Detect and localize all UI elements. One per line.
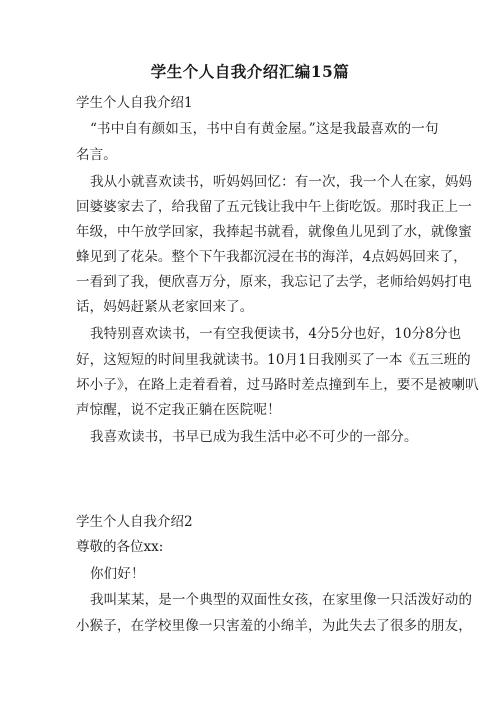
paragraph-line: 一看到了我，便欣喜万分，原来，我忘记了去学，老师给妈妈打电 [76, 274, 472, 290]
paragraph-line: 声惊醒，说不定我正躺在医院呢！ [76, 402, 281, 418]
paragraph-line: 年级，中午放学回家，我捧起书就看，就像鱼儿见到了水，就像蜜 [76, 224, 472, 240]
paragraph-line: “书中自有颜如玉，书中自有黄金屋。”这是我最喜欢的一句 [90, 121, 439, 137]
section-heading-1: 学生个人自我介绍1 [76, 95, 193, 111]
paragraph-line: 你们好！ [90, 566, 145, 582]
paragraph-line: 回婆婆家去了，给我留了五元钱让我中午上街吃饭。那时我正上一 [76, 199, 472, 215]
paragraph-line: 蜂见到了花朵。整个下午我都沉浸在书的海洋，4点妈妈回来了， [76, 249, 467, 265]
paragraph-line: 我特别喜欢读书，一有空我便读书，4分5分也好，10分8分也 [90, 326, 462, 342]
section-heading-2: 学生个人自我介绍2 [76, 514, 193, 530]
paragraph-line: 坏小子》，在路上走着看着，过马路时差点撞到车上，要不是被喇叭 [76, 377, 479, 393]
paragraph-line: 名言。 [76, 147, 117, 163]
paragraph-line: 我喜欢读书，书早已成为我生活中必不可少的一部分。 [90, 429, 418, 445]
paragraph-line: 话，妈妈赶紧从老家回来了。 [76, 299, 254, 315]
paragraph-line: 我叫某某，是一个典型的双面性女孩，在家里像一只活泼好动的 [90, 592, 473, 608]
document-title: 学生个人自我介绍汇编15篇 [150, 62, 350, 81]
paragraph-line: 好，这短短的时间里我就读书。10月1日我刚买了一本《五三班的 [76, 352, 471, 368]
paragraph-line: 小猴子，在学校里像一只害羞的小绵羊，为此失去了很多的朋友， [76, 618, 472, 634]
greeting-line: 尊敬的各位xx: [76, 539, 164, 555]
paragraph-line: 我从小就喜欢读书，听妈妈回忆：有一次，我一个人在家，妈妈 [90, 174, 473, 190]
